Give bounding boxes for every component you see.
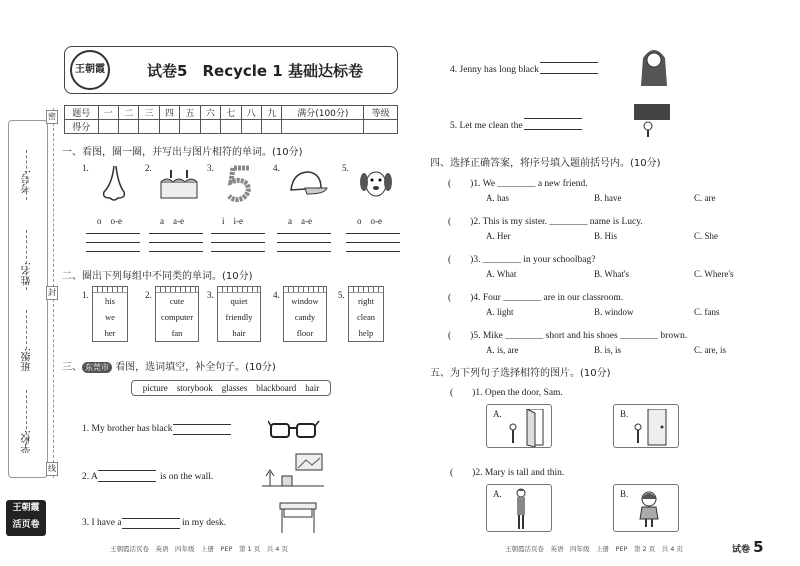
mc-option-b[interactable]: B. have [594, 193, 622, 203]
section5-heading: 五、为下列句子选择相符的图片。(10分) [430, 368, 611, 379]
s3-q2-line-b [98, 481, 156, 482]
section3-heading-row [62, 358, 276, 373]
answer-line[interactable] [277, 251, 331, 252]
score-header-cell: 五 [180, 106, 200, 120]
item-number: 5. [342, 163, 349, 173]
logo: 王朝霞 [70, 50, 110, 90]
mc-option-a[interactable]: A. is, are [486, 345, 519, 355]
group-number: 1. [82, 290, 89, 300]
s3-q4-line-a [540, 62, 598, 63]
card-word[interactable]: her [104, 328, 116, 338]
card-word[interactable]: we [105, 312, 115, 322]
dog-icon [354, 162, 398, 206]
mc-option-c[interactable]: C. are [694, 193, 716, 203]
sound-options[interactable]: a a-e [160, 216, 184, 226]
s3-q4: 4. Jenny has long black [450, 65, 539, 75]
item-number: 3. [207, 163, 214, 173]
s3-q1-line-b [173, 434, 231, 435]
mc-option-b[interactable]: B. What's [594, 269, 629, 279]
sound-options[interactable]: o o-e [97, 216, 122, 226]
brand-top: 王朝霞 [12, 503, 40, 513]
answer-line[interactable] [346, 251, 400, 252]
mc-option-c[interactable]: C. She [694, 231, 719, 241]
section3-heading: 看图，选词填空，补全句子。(10分) [115, 362, 276, 373]
s3-q4-line-b [540, 73, 598, 74]
mc-question: ( )3. ________ in your schoolbag? [448, 255, 596, 265]
s3-q3-b: in my desk. [182, 518, 227, 528]
item-number: 2. [145, 163, 152, 173]
footer-right: 王朝霞活页卷 英语 四年级 上册 PEP 第 2 页 共 4 页 [505, 545, 683, 553]
section2-heading: 二、圈出下列每组中不同类的单词。(10分) [62, 271, 253, 282]
group-number: 2. [145, 290, 152, 300]
exam-no-label: 考号: [22, 170, 33, 194]
score-header-cell: 一 [98, 106, 118, 120]
paper-tag-text: 试卷 [732, 545, 751, 555]
answer-line[interactable] [149, 242, 203, 243]
score-cell[interactable] [118, 120, 138, 134]
section4-heading: 四、选择正确答案，将序号填入题前括号内。(10分) [430, 158, 661, 169]
fold-tag: 封 [46, 286, 58, 300]
card-word[interactable]: quiet [230, 296, 248, 306]
s5-q1-option-b [613, 404, 679, 448]
name-line [26, 230, 27, 290]
score-header-cell: 满分(100分) [282, 106, 364, 120]
s3-q3-line-b [122, 528, 180, 529]
five-icon [219, 162, 263, 206]
word-card [348, 286, 384, 342]
s3-q2-b: is on the wall. [160, 472, 214, 482]
score-cell[interactable] [159, 120, 179, 134]
s5-q2-option-b [613, 484, 679, 532]
desk-icon [276, 497, 320, 535]
score-cell[interactable] [364, 120, 398, 134]
answer-line[interactable] [346, 233, 400, 234]
exam-no-line [26, 150, 27, 200]
mc-question: ( )1. We ________ a new friend. [448, 179, 588, 189]
mc-question: ( )4. Four ________ are in our classroom. [448, 293, 624, 303]
closed-door-icon [628, 409, 674, 447]
mc-option-b[interactable]: B. is, is [594, 345, 622, 355]
answer-line[interactable] [86, 242, 140, 243]
cap-icon [285, 162, 329, 206]
mc-question: ( )5. Mike ________ short and his shoes ________ brown. [448, 331, 688, 341]
score-label: 得分 [65, 120, 99, 134]
cake-icon [157, 162, 201, 206]
s3-q5-line-a [524, 118, 582, 119]
word-card [92, 286, 128, 342]
s5-q2: ( )2. Mary is tall and thin. [450, 468, 565, 478]
score-cell[interactable] [261, 120, 281, 134]
group-number: 4. [273, 290, 280, 300]
mc-option-c[interactable]: C. fans [694, 307, 720, 317]
word-bank: picture storybook glasses blackboard hair [131, 380, 331, 396]
score-header-cell: 七 [221, 106, 241, 120]
card-word[interactable]: his [105, 296, 115, 306]
answer-line[interactable] [211, 233, 265, 234]
blackboard-icon [632, 102, 672, 138]
score-header-cell: 八 [241, 106, 261, 120]
sound-options[interactable]: o o-e [357, 216, 382, 226]
card-word[interactable]: help [358, 328, 374, 338]
group-number: 5. [338, 290, 345, 300]
answer-line[interactable] [277, 233, 331, 234]
mc-option-a[interactable]: A. Her [486, 231, 511, 241]
s3-q1: 1. My brother has black [82, 424, 173, 434]
answer-line[interactable] [277, 242, 331, 243]
item-number: 1. [82, 163, 89, 173]
card-word[interactable]: hair [232, 328, 246, 338]
s3-q2-line-a [98, 470, 156, 471]
score-cell[interactable] [221, 120, 241, 134]
s3-q2-a: 2. A [82, 472, 98, 482]
score-cell[interactable] [139, 120, 159, 134]
footer-left: 王朝霞活页卷 英语 四年级 上册 PEP 第 1 页 共 4 页 [110, 545, 288, 553]
paper-tag-num: 5 [753, 538, 764, 556]
mc-option-b[interactable]: B. window [594, 307, 634, 317]
answer-line[interactable] [346, 242, 400, 243]
region-badge: 东莞市 [82, 362, 112, 373]
class-line [26, 310, 27, 365]
label-b: B. [620, 409, 629, 419]
card-word[interactable]: clean [357, 312, 375, 322]
score-header-cell: 九 [261, 106, 281, 120]
long-hair-girl-icon [637, 46, 671, 90]
score-header-cell: 六 [200, 106, 220, 120]
score-cell[interactable] [200, 120, 220, 134]
mc-option-a[interactable]: A. What [486, 269, 517, 279]
score-header-cell: 等级 [364, 106, 398, 120]
mc-option-c[interactable]: C. Where's [694, 269, 734, 279]
s3-q5: 5. Let me clean the [450, 121, 523, 131]
label-a: A. [493, 489, 502, 499]
s3-q1-line-a [173, 424, 231, 425]
item-number: 4. [273, 163, 280, 173]
score-cell[interactable] [98, 120, 118, 134]
tall-girl-icon [509, 487, 533, 531]
open-door-icon [501, 409, 547, 447]
school-label: 学校: [22, 430, 33, 454]
label-b: B. [620, 489, 629, 499]
sound-options[interactable]: a a-e [288, 216, 312, 226]
word-card [283, 286, 327, 342]
s5-q1: ( )1. Open the door, Sam. [450, 388, 563, 398]
picture-wall-icon [262, 452, 324, 488]
answer-line[interactable] [86, 251, 140, 252]
card-word[interactable]: right [357, 296, 375, 306]
name-label: 姓名: [22, 262, 33, 286]
group-number: 3. [207, 290, 214, 300]
s5-q2-option-a [486, 484, 552, 532]
s3-q3-line-a [122, 518, 180, 519]
score-cell[interactable] [241, 120, 261, 134]
page-title: 试卷5 Recycle 1 基础达标卷 [147, 62, 363, 80]
answer-line[interactable] [149, 251, 203, 252]
answer-line[interactable] [211, 242, 265, 243]
line-tag: 线 [46, 462, 58, 476]
s5-q1-option-a [486, 404, 552, 448]
glasses-icon [268, 418, 320, 442]
section3-prefix: 三、 [62, 362, 82, 373]
card-word[interactable]: fan [171, 328, 183, 338]
seal-tag: 密 [46, 110, 58, 124]
class-label: 班级: [22, 348, 33, 372]
short-girl-icon [636, 489, 662, 529]
score-header-cell: 二 [118, 106, 138, 120]
card-word[interactable]: floor [296, 328, 314, 338]
card-word[interactable]: candy [294, 312, 316, 322]
brand-bottom: 活页卷 [12, 520, 40, 530]
mc-option-c[interactable]: C. are, is [694, 345, 726, 355]
answer-line[interactable] [86, 233, 140, 234]
score-header-cell: 题号 [65, 106, 99, 120]
score-header-cell: 四 [159, 106, 179, 120]
s3-q5-line-b [524, 129, 582, 130]
paper-tag [732, 538, 764, 556]
nose-icon [94, 162, 138, 206]
word-card [217, 286, 261, 342]
sound-options[interactable]: i i-e [222, 216, 243, 226]
label-a: A. [493, 409, 502, 419]
brand-badge [6, 500, 46, 536]
word-card [155, 286, 199, 342]
answer-line[interactable] [211, 251, 265, 252]
score-cell[interactable] [180, 120, 200, 134]
card-word[interactable]: friendly [225, 312, 253, 322]
mc-option-a[interactable]: A. has [486, 193, 509, 203]
score-table [64, 105, 398, 134]
mc-question: ( )2. This is my sister. ________ name is Lucy. [448, 217, 643, 227]
mc-option-b[interactable]: B. His [594, 231, 618, 241]
score-cell[interactable] [282, 120, 364, 134]
s3-q3-a: 3. I have a [82, 518, 122, 528]
card-word[interactable]: window [291, 296, 319, 306]
card-word[interactable]: cute [169, 296, 185, 306]
school-line [26, 390, 27, 450]
section1-heading: 一、看图，圈一圈，并写出与图片相符的单词。(10分) [62, 147, 303, 158]
card-word[interactable]: computer [160, 312, 194, 322]
score-header-cell: 三 [139, 106, 159, 120]
mc-option-a[interactable]: A. light [486, 307, 514, 317]
answer-line[interactable] [149, 233, 203, 234]
